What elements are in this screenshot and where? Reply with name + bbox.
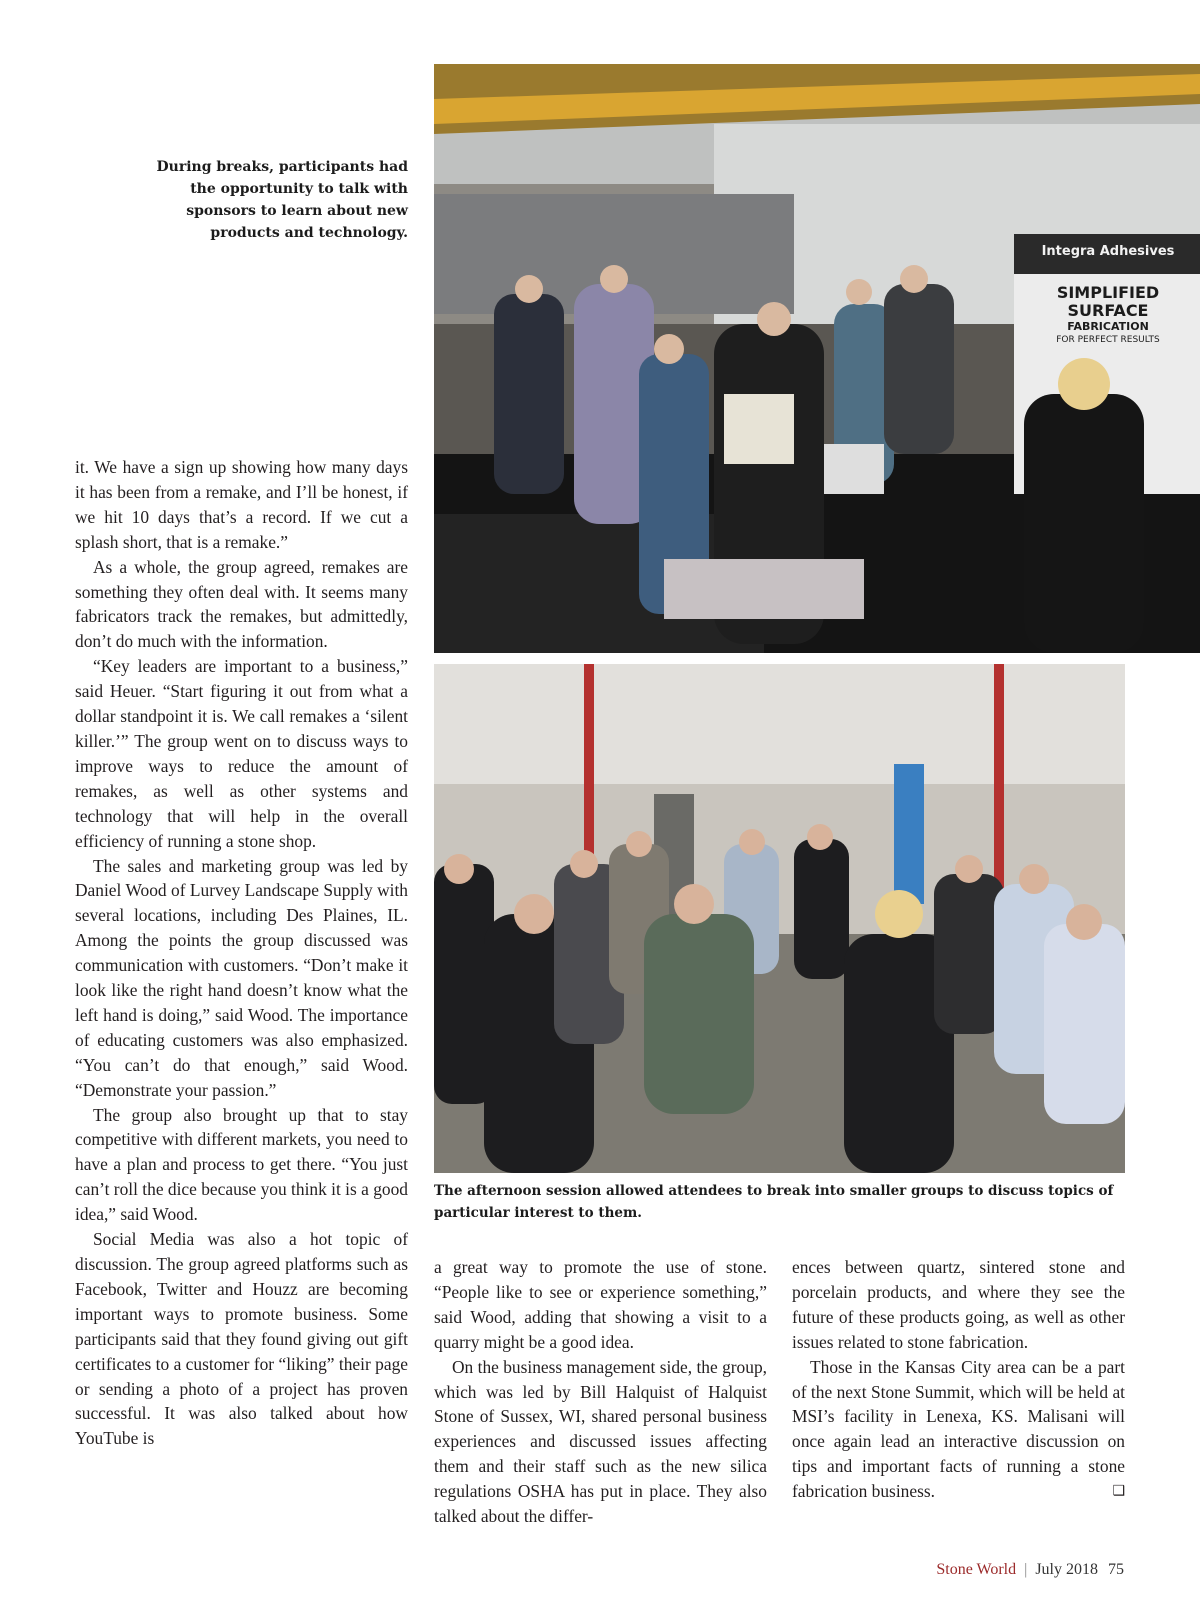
paragraph: The group also brought up that to stay competitive with different markets, you need to have a plan and process to get there. “You just can’t roll the dice because you think it is a good idea,” said Wood.	[75, 1104, 408, 1225]
article-column-left	[75, 455, 408, 1451]
page-number: 75	[1108, 1561, 1124, 1578]
sponsor-sign-sub: FABRICATION	[1067, 320, 1149, 333]
photo-breakout-session	[434, 664, 1125, 1173]
magazine-name: Stone World	[936, 1561, 1017, 1578]
paragraph	[792, 1355, 1125, 1504]
footer-separator: |	[1024, 1561, 1028, 1578]
page-footer	[936, 1560, 1124, 1580]
end-of-article-icon: ❑	[1112, 1483, 1125, 1500]
photo-caption-bottom: The afternoon session allowed attendees to break into smaller groups to discuss topics of particular interest to them.	[434, 1183, 1114, 1221]
sponsor-sign-tagline: FOR PERFECT RESULTS	[1056, 335, 1160, 345]
issue-date: July 2018	[1035, 1561, 1098, 1578]
sponsor-sign-headline: SIMPLIFIED SURFACE	[1056, 283, 1160, 320]
paragraph: As a whole, the group agreed, remakes are something they often deal with. It seems many fabricators track the remakes, but admittedly, don’t do much with the information.	[75, 556, 408, 652]
paragraph: “Key leaders are important to a business,” said Heuer. “Start figuring it out from what a dollar standpoint it is. We call remakes a ‘silent killer.’” The group went on to discuss ways to improve ways to reduce the amount of remakes, as well as other systems and technology that will help in the overall efficiency of running a stone shop.	[75, 656, 408, 851]
sponsor-sign	[1020, 242, 1196, 346]
sponsor-sign-brand: Integra Adhesives	[1041, 244, 1175, 259]
article-column-right	[792, 1255, 1125, 1504]
paragraph: a great way to promote the use of stone. “People like to see or experience something,” said Wood, adding that showing a visit to a quarry might be a good idea.	[434, 1257, 767, 1352]
article-column-middle	[434, 1255, 767, 1529]
paragraph: On the business management side, the group, which was led by Bill Halquist of Halquist Stone of Sussex, WI, shared personal business experiences and discussed issues affecting them and their staff such as the new silica regulations OSHA has put in place. They also talked about the differ-	[434, 1356, 767, 1527]
paragraph: ences between quartz, sintered stone and porcelain products, and where they see the future of these products going, as well as other issues related to stone fabrication.	[792, 1257, 1125, 1352]
paragraph-text: Those in the Kansas City area can be a part of the next Stone Summit, which will be held at MSI’s facility in Lenexa, KS. Malisani will once again lead an interactive discussion on tips and important facts of running a stone fabrication business.	[792, 1356, 1125, 1502]
paragraph: The sales and marketing group was led by Daniel Wood of Lurvey Landscape Supply with several locations, including Des Plaines, IL. Among the points the group discussed was communication with customers. “Don’t make it look like the right hand doesn’t know what the left hand is doing,” said Wood. The importance of educating customers was also emphasized. “You can’t do that enough,” said Wood. “Demonstrate your passion.”	[75, 855, 408, 1100]
paragraph: Social Media was also a hot topic of discussion. The group agreed platforms such as Facebook, Twitter and Houzz are becoming important ways to promote business. Some participants said that they found giving out gift certificates to a customer for “liking” their page or sending a photo of a project has proven successful. It was also talked about how YouTube is	[75, 1229, 408, 1449]
paragraph: it. We have a sign up showing how many days it has been from a remake, and I’ll be honest, if we hit 10 days that’s a record. If we cut a splash short, that is a remake.”	[75, 457, 408, 552]
photo-sponsor-tables	[434, 64, 1200, 653]
photo-caption-top: During breaks, participants had the opportunity to talk with sponsors to learn about new products and technology.	[156, 159, 408, 241]
